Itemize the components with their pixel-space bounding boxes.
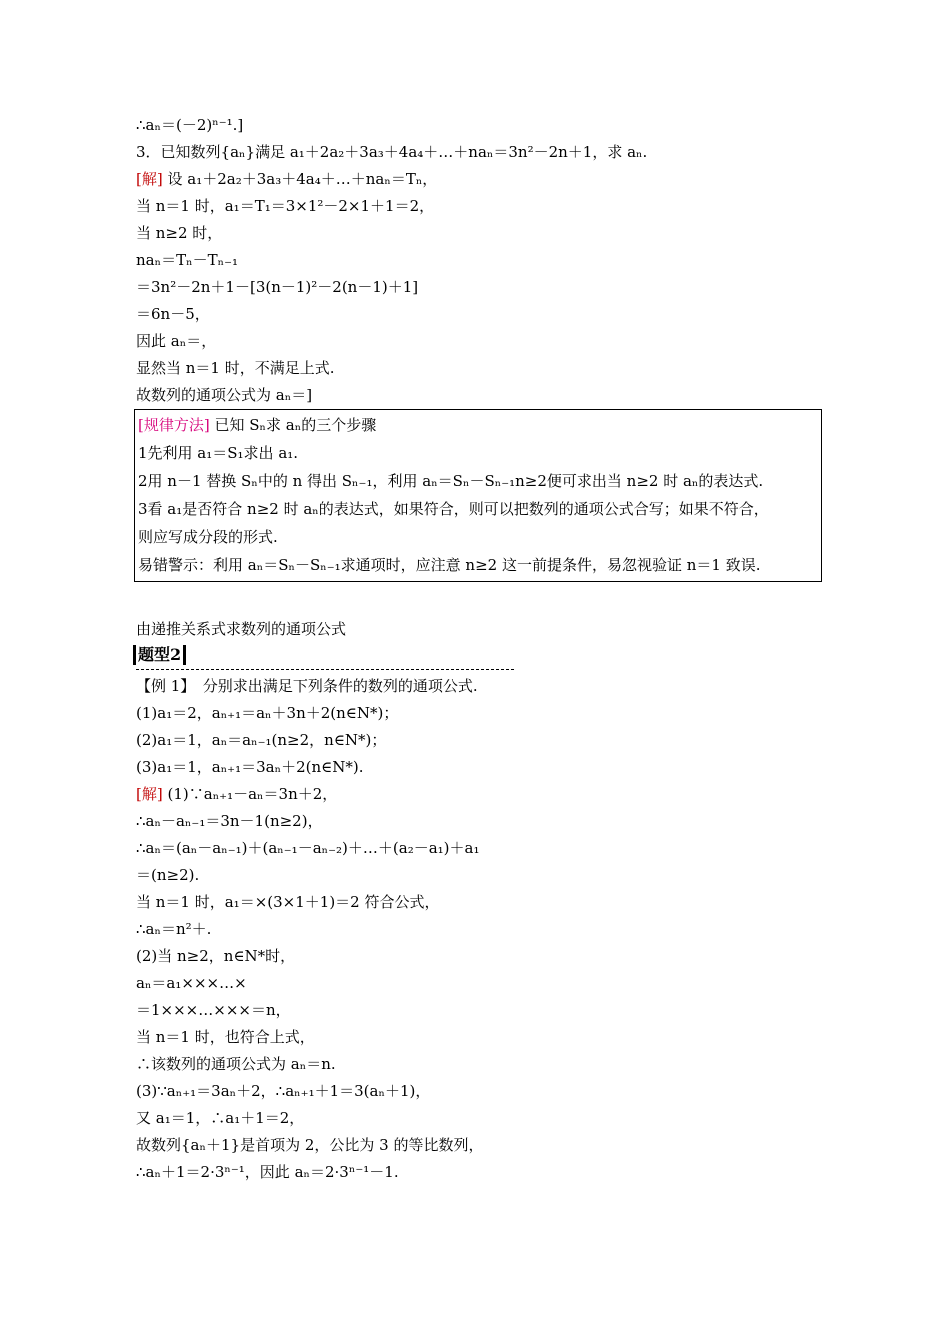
tip-warning: 易错警示：利用 aₙ＝Sₙ－Sₙ₋₁求通项时，应注意 n≥2 这一前提条件，易忽视验证 n＝1 致误. <box>138 556 761 574</box>
text-line: 故数列{aₙ＋1}是首项为 2，公比为 3 的等比数列， <box>136 1136 484 1154</box>
tip-title: 已知 Sₙ求 aₙ的三个步骤 <box>214 416 377 434</box>
solution-start <box>136 781 826 808</box>
text-line: (3)a₁＝1，aₙ₊₁＝3aₙ＋2(n∈N*). <box>136 758 364 776</box>
text-line: ∴aₙ－aₙ₋₁＝3n－1(n≥2)， <box>136 812 323 830</box>
example-title: 【例 1】 分别求出满足下列条件的数列的通项公式. <box>136 677 478 695</box>
problem-statement: 3．已知数列{aₙ}满足 a₁＋2a₂＋3a₃＋4a₄＋…＋naₙ＝3n²－2n＋1，求 aₙ. <box>136 143 648 161</box>
text-line: (2)当 n≥2，n∈N*时， <box>136 947 296 965</box>
question-type-badge: 题型2 <box>133 645 186 665</box>
question-type-header <box>136 643 826 673</box>
section-title: 由递推关系式求数列的通项公式 <box>136 620 347 638</box>
tip-line: 2用 n－1 替换 Sₙ中的 n 得出 Sₙ₋₁，利用 aₙ＝Sₙ－Sₙ₋₁n≥2便可求出当 n≥2 时 aₙ的表达式. <box>138 472 764 490</box>
tip-line: 3看 a₁是否符合 n≥2 时 aₙ的表达式，如果符合，则可以把数列的通项公式合写；如果不符合， <box>138 500 769 518</box>
solution-label: [解] <box>136 170 163 188</box>
text-line: 当 n≥2 时， <box>136 224 223 242</box>
dashed-divider <box>136 669 514 670</box>
tip-label: [规律方法] <box>138 416 210 434</box>
text-line: (3)∵aₙ₊₁＝3aₙ＋2，∴aₙ₊₁＋1＝3(aₙ＋1)， <box>136 1082 431 1100</box>
text-line: 故数列的通项公式为 aₙ＝] <box>136 386 313 404</box>
text-line: 当 n＝1 时，也符合上式， <box>136 1028 315 1046</box>
text-line: ∴aₙ＝(－2)ⁿ⁻¹.] <box>136 116 244 134</box>
text-line: aₙ＝a₁×××…× <box>136 974 247 992</box>
tip-line: 1先利用 a₁＝S₁求出 a₁. <box>138 444 299 462</box>
document-page <box>136 112 826 1186</box>
solution-start <box>136 166 826 193</box>
solution-text: 设 a₁＋2a₂＋3a₃＋4a₄＋…＋naₙ＝Tₙ， <box>167 170 438 188</box>
text-line: ∴aₙ＝n²＋. <box>136 920 212 938</box>
spacer <box>136 582 826 616</box>
text-line: ＝3n²－2n＋1－[3(n－1)²－2(n－1)＋1] <box>136 278 419 296</box>
text-line: ∴aₙ＋1＝2·3ⁿ⁻¹，因此 aₙ＝2·3ⁿ⁻¹－1. <box>136 1163 399 1181</box>
tip-line: 则应写成分段的形式. <box>138 528 278 546</box>
text-line: ∴该数列的通项公式为 aₙ＝n. <box>136 1055 336 1073</box>
text-line: 又 a₁＝1，∴a₁＋1＝2， <box>136 1109 305 1127</box>
text-line: ∴aₙ＝(aₙ－aₙ₋₁)＋(aₙ₋₁－aₙ₋₂)＋…＋(a₂－a₁)＋a₁ <box>136 839 480 857</box>
text-line: 因此 aₙ＝， <box>136 332 217 350</box>
text-line: ＝6n－5， <box>136 305 210 323</box>
solution-text: (1)∵aₙ₊₁－aₙ＝3n＋2， <box>167 785 338 803</box>
text-line: 显然当 n＝1 时，不满足上式. <box>136 359 335 377</box>
text-line: (1)a₁＝2，aₙ₊₁＝aₙ＋3n＋2(n∈N*)； <box>136 704 399 722</box>
solution-label: [解] <box>136 785 163 803</box>
method-tip-box <box>134 409 822 582</box>
text-line: 当 n＝1 时，a₁＝×(3×1＋1)＝2 符合公式， <box>136 893 440 911</box>
text-line: 当 n＝1 时，a₁＝T₁＝3×1²－2×1＋1＝2， <box>136 197 435 215</box>
text-line: ＝1×××…×××＝n， <box>136 1001 291 1019</box>
text-line: ＝(n≥2). <box>136 866 200 884</box>
text-line: (2)a₁＝1，aₙ＝aₙ₋₁(n≥2，n∈N*)； <box>136 731 387 749</box>
tip-heading <box>138 411 821 439</box>
text-line: naₙ＝Tₙ－Tₙ₋₁ <box>136 251 239 269</box>
